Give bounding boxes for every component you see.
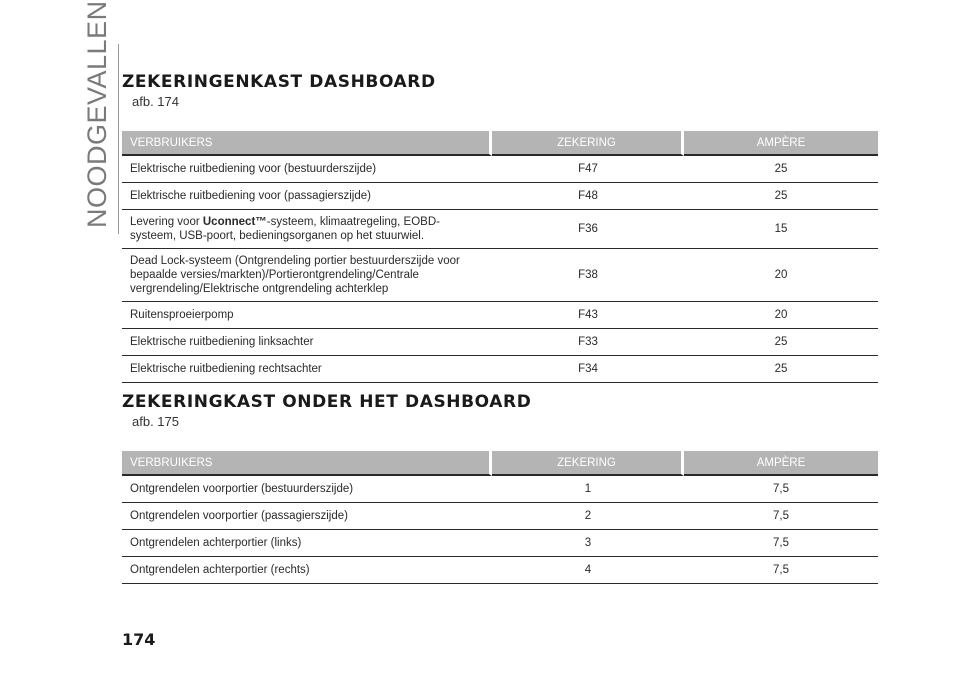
- header-fuse: ZEKERING: [492, 131, 684, 156]
- header-ampere: AMPÈRE: [684, 131, 878, 156]
- header-consumers: VERBRUIKERS: [122, 131, 492, 156]
- section-under-dashboard-fusebox: [122, 392, 878, 584]
- cell-ampere: 7,5: [684, 530, 878, 557]
- cell-fuse: 1: [492, 476, 684, 503]
- fuse-table: [122, 451, 878, 584]
- cell-consumer: Ontgrendelen achterportier (links): [122, 530, 492, 557]
- chapter-divider: [118, 44, 119, 234]
- table-row: [122, 557, 878, 584]
- table-row: [122, 329, 878, 356]
- cell-fuse: F43: [492, 302, 684, 329]
- cell-fuse: 2: [492, 503, 684, 530]
- cell-ampere: 20: [684, 302, 878, 329]
- table-row: [122, 356, 878, 383]
- cell-fuse: F34: [492, 356, 684, 383]
- fuse-table: [122, 131, 878, 383]
- table-row: [122, 210, 878, 249]
- section-title: ZEKERINGENKAST DASHBOARD: [122, 72, 436, 92]
- table-row: [122, 183, 878, 210]
- cell-ampere: 7,5: [684, 503, 878, 530]
- table-row: [122, 302, 878, 329]
- header-ampere: AMPÈRE: [684, 451, 878, 476]
- cell-fuse: F48: [492, 183, 684, 210]
- cell-consumer: Ruitensproeierpomp: [122, 302, 492, 329]
- cell-ampere: 25: [684, 156, 878, 183]
- cell-ampere: 25: [684, 329, 878, 356]
- header-consumers: VERBRUIKERS: [122, 451, 492, 476]
- cell-consumer: Ontgrendelen voorportier (passagierszijde): [122, 503, 492, 530]
- chapter-label: NOODGEVALLEN: [82, 0, 112, 228]
- header-fuse: ZEKERING: [492, 451, 684, 476]
- table-row: [122, 530, 878, 557]
- figure-reference: afb. 174: [132, 94, 179, 109]
- cell-fuse: F33: [492, 329, 684, 356]
- cell-consumer: Ontgrendelen achterportier (rechts): [122, 557, 492, 584]
- cell-fuse: 3: [492, 530, 684, 557]
- cell-ampere: 7,5: [684, 557, 878, 584]
- table-header-row: [122, 451, 878, 476]
- page-number: 174: [122, 630, 156, 649]
- cell-fuse: F38: [492, 249, 684, 302]
- cell-ampere: 20: [684, 249, 878, 302]
- cell-fuse: F36: [492, 210, 684, 249]
- cell-consumer: Elektrische ruitbediening voor (passagierszijde): [122, 183, 492, 210]
- cell-fuse: 4: [492, 557, 684, 584]
- cell-consumer: Elektrische ruitbediening rechtsachter: [122, 356, 492, 383]
- cell-ampere: 7,5: [684, 476, 878, 503]
- cell-consumer: [122, 210, 492, 249]
- cell-ampere: 25: [684, 183, 878, 210]
- consumer-prefix: Levering voor: [130, 216, 203, 228]
- table-row: [122, 156, 878, 183]
- cell-consumer: Ontgrendelen voorportier (bestuurderszijde): [122, 476, 492, 503]
- cell-consumer: Dead Lock-systeem (Ontgrendeling portier bestuurderszijde voor bepaalde versies/markten)/Portierontgrendeling/Centrale vergrendeling/Elektrische ontgrendeling achterklep: [122, 249, 492, 302]
- chapter-side-tab: [80, 0, 120, 238]
- table-header-row: [122, 131, 878, 156]
- cell-consumer: Elektrische ruitbediening voor (bestuurderszijde): [122, 156, 492, 183]
- cell-ampere: 15: [684, 210, 878, 249]
- brand-name: Uconnect™: [202, 216, 267, 228]
- cell-ampere: 25: [684, 356, 878, 383]
- figure-reference: afb. 175: [132, 414, 179, 429]
- cell-consumer: Elektrische ruitbediening linksachter: [122, 329, 492, 356]
- section-title: ZEKERINGKAST ONDER HET DASHBOARD: [122, 392, 532, 412]
- table-row: [122, 249, 878, 302]
- table-row: [122, 503, 878, 530]
- table-row: [122, 476, 878, 503]
- consumer-suffix: -systeem, klimaatregeling, EOBD-systeem, USB-poort, bedieningsorganen op het stuurwiel.: [130, 216, 440, 242]
- section-dashboard-fusebox: [122, 72, 878, 383]
- cell-fuse: F47: [492, 156, 684, 183]
